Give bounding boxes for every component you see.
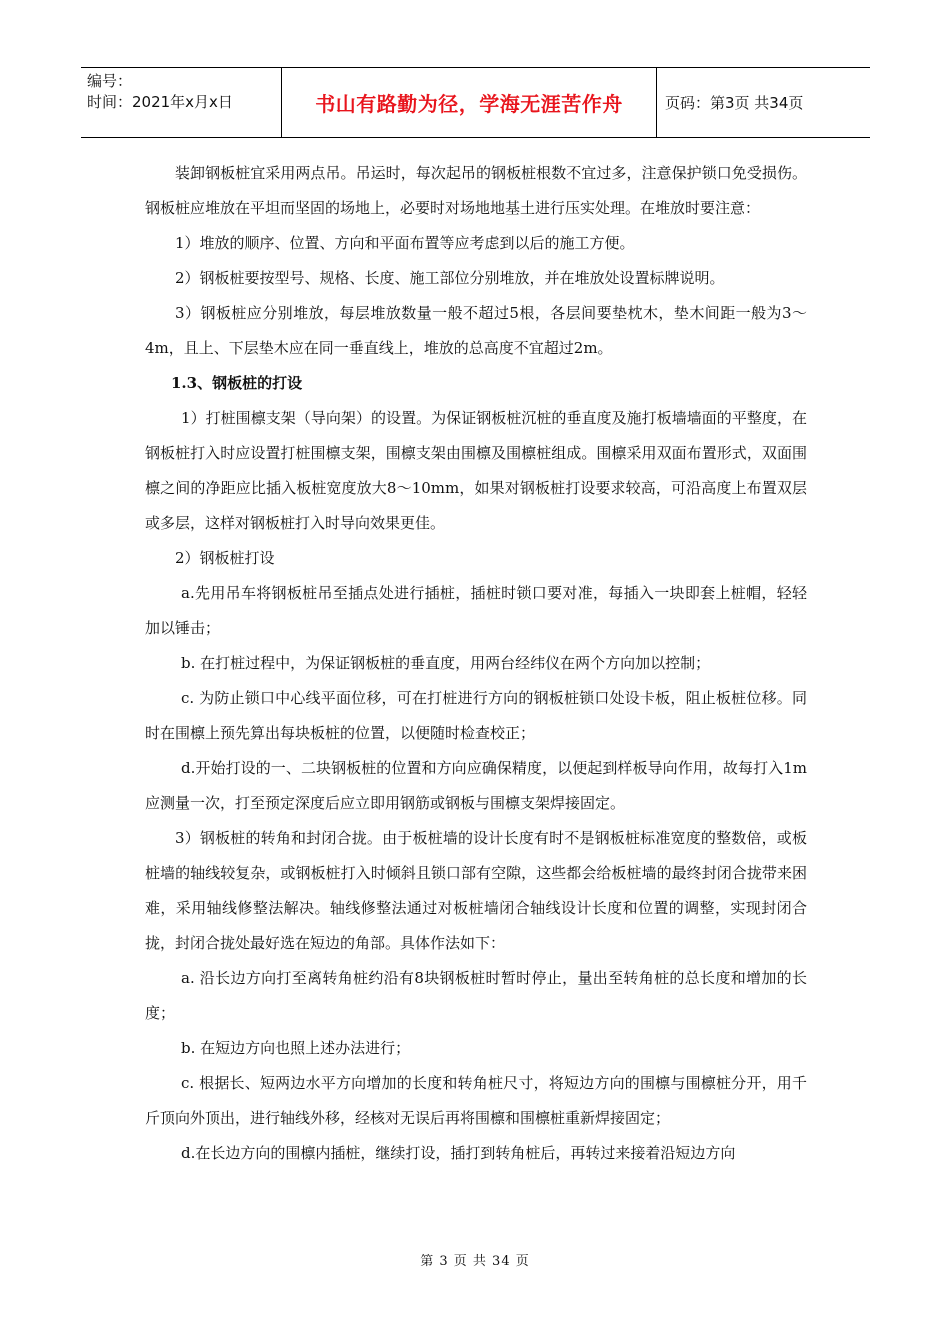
document-body bbox=[145, 156, 807, 1171]
paragraph-intro: 装卸钢板桩宜采用两点吊。吊运时，每次起吊的钢板桩根数不宜过多，注意保护锁口免受损伤。钢板桩应堆放在平坦而坚固的场地上，必要时对场地地基土进行压实处理。在堆放时要注意： bbox=[145, 164, 807, 217]
paragraph-guide-frame: 1）打桩围檩支架（导向架）的设置。为保证钢板桩沉桩的垂直度及施打板墙墙面的平整度，在钢板桩打入时应设置打桩围檩支架，围檩支架由围檩及围檩桩组成。围檩采用双面布置形式，双面围檩之间的净距应比插入板桩宽度放大8～10mm，如果对钢板桩打设要求较高，可沿高度上布置双层或多层，这样对钢板桩打入时导向效果更佳。 bbox=[145, 409, 807, 532]
list-item-stacking-1: 1）堆放的顺序、位置、方向和平面布置等应考虑到以后的施工方便。 bbox=[175, 234, 635, 252]
list-item-closure-b: b. 在短边方向也照上述办法进行； bbox=[181, 1039, 411, 1057]
list-item-driving-c: c. 为防止锁口中心线平面位移，可在打桩进行方向的钢板桩锁口处设卡板，阻止板桩位移。同时在围檩上预先算出每块板桩的位置，以便随时检查校正； bbox=[145, 689, 807, 742]
header-meta bbox=[81, 68, 282, 137]
header-page-info-cell bbox=[657, 68, 870, 137]
document-number-label: 编号： bbox=[87, 72, 133, 90]
header-motto: 书山有路勤为径，学海无涯苦作舟 bbox=[315, 92, 623, 116]
document-date-label: 时间：2021年x月x日 bbox=[87, 93, 233, 111]
section-heading: 1.3、钢板桩的打设 bbox=[171, 374, 303, 392]
list-item-driving-d: d.开始打设的一、二块钢板桩的位置和方向应确保精度，以便起到样板导向作用，故每打入1m应测量一次，打至预定深度后应立即用钢筋或钢板与围檩支架焊接固定。 bbox=[145, 759, 807, 812]
header-motto-cell bbox=[282, 68, 657, 137]
list-item-closure-d: d.在长边方向的围檩内插桩，继续打设，插打到转角桩后，再转过来接着沿短边方向 bbox=[181, 1144, 736, 1162]
list-item-stacking-2: 2）钢板桩要按型号、规格、长度、施工部位分别堆放，并在堆放处设置标牌说明。 bbox=[175, 269, 725, 287]
page-header bbox=[81, 67, 870, 138]
list-item-driving-a: a.先用吊车将钢板桩吊至插点处进行插桩，插桩时锁口要对准，每插入一块即套上桩帽，轻轻加以锤击； bbox=[145, 584, 807, 637]
list-item-closure-c: c. 根据长、短两边水平方向增加的长度和转角桩尺寸，将短边方向的围檩与围檩桩分开，用千斤顶向外顶出，进行轴线外移，经核对无误后再将围檩和围檩桩重新焊接固定； bbox=[145, 1074, 807, 1127]
list-item-closure-a: a. 沿长边方向打至离转角桩约沿有8块钢板桩时暂时停止，量出至转角桩的总长度和增加的长度； bbox=[145, 969, 807, 1022]
page-footer: 第 3 页 共 34 页 bbox=[420, 1254, 530, 1269]
paragraph-closure: 3）钢板桩的转角和封闭合拢。由于板桩墙的设计长度有时不是钢板桩标准宽度的整数倍，或板桩墙的轴线较复杂，或钢板桩打入时倾斜且锁口部有空隙，这些都会给板桩墙的最终封闭合拢带来困难，采用轴线修整法解决。轴线修整法通过对板桩墙闭合轴线设计长度和位置的调整，实现封闭合拢，封闭合拢处最好选在短边的角部。具体作法如下： bbox=[145, 829, 807, 952]
list-item-driving-b: b. 在打桩过程中，为保证钢板桩的垂直度，用两台经纬仪在两个方向加以控制； bbox=[181, 654, 711, 672]
subheading-driving: 2）钢板桩打设 bbox=[175, 549, 275, 567]
header-page-info: 页码：第3页 共34页 bbox=[665, 94, 804, 112]
list-item-stacking-3: 3）钢板桩应分别堆放，每层堆放数量一般不超过5根，各层间要垫枕木，垫木间距一般为3～4m，且上、下层垫木应在同一垂直线上，堆放的总高度不宜超过2m。 bbox=[145, 304, 807, 357]
